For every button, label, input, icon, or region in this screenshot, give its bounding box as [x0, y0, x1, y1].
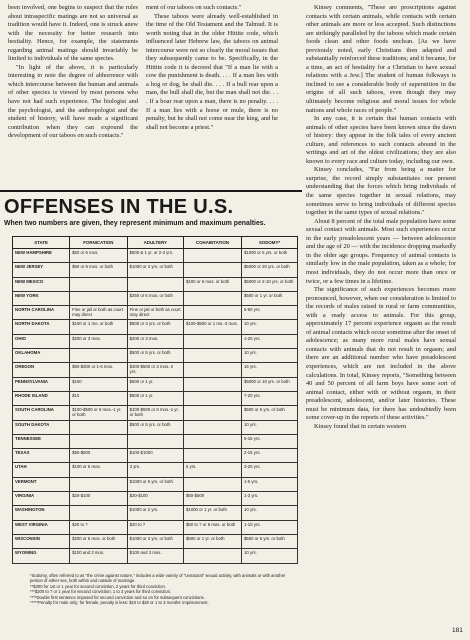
- table-body: [13, 249, 298, 564]
- table-row: [13, 434, 298, 448]
- penalty-cell: $5000 or 10 yrs. or both: [241, 377, 297, 391]
- penalty-cell: $50 or 6 mos. or both: [70, 263, 128, 277]
- penalty-cell: $500 or 1 yr. or both: [241, 291, 297, 305]
- penalty-cell: 5-60 yrs.: [241, 306, 297, 320]
- offenses-table-container: [12, 236, 298, 564]
- state-name-cell: NEW YORK: [13, 291, 70, 305]
- penalty-cell: [127, 277, 183, 291]
- penalty-cell: [184, 449, 242, 463]
- penalty-cell: [184, 363, 242, 377]
- penalty-cell: $20-$100: [127, 492, 183, 506]
- section-divider: [0, 190, 302, 192]
- penalty-cell: $20 to ?: [70, 520, 128, 534]
- penalty-cell: [184, 249, 242, 263]
- state-name-cell: SOUTH DAKOTA: [13, 420, 70, 434]
- table-row: [13, 449, 298, 463]
- penalty-cell: Fine or jail or both as court may direct: [70, 306, 128, 320]
- paragraph: ment of our taboos on such contacts.": [146, 4, 242, 11]
- penalty-cell: $1000 or 5 yrs. or both: [127, 477, 183, 491]
- page-number: 181: [452, 627, 463, 634]
- penalty-cell: $100-$500 or 6 mos.-1 yr. or both: [70, 406, 128, 420]
- penalty-cell: $500 or 1 yr.: [127, 391, 183, 405]
- footnote: *****Penalty for male only; for female, penalty is less: $10 to $30 or 1 to 3 months' imprisonment.: [30, 600, 209, 606]
- paragraph: The significance of such experiences becomes more pronounced, however, when our consideration is limited to the records of males raised in rural or farm communities, with a ready access to animals. For this group, approximately 17 percent experience orgasm as the result of animal contacts which occur sometime after the onset of adolescence; as many more rural males have sexual contacts with animals that do not result in orgasm; and there are an additional number who have preadolescent experiences, which are not included in the above calculations. In total, Kinsey reports, "Something between 40 and 50 percent of all farm boys have some sort of animal contact, either with or without orgasm, in their preadolescent, adolescent, and/or later histories. These must be minimum data, for there has undoubtedly been some cover-up in the reports of these activities.": [306, 286, 456, 422]
- state-name-cell: WISCONSIN: [13, 534, 70, 548]
- penalty-cell: 5 yrs.: [184, 463, 242, 477]
- paragraph: Kinsey found that in certain western: [314, 422, 407, 430]
- penalty-cell: $200 or 6 mos. or both: [70, 534, 128, 548]
- section-headline: OFFENSES IN THE U.S.: [4, 196, 234, 218]
- penalty-cell: 2-15 yrs.: [241, 449, 297, 463]
- penalty-cell: $100 or 6 mos. or both: [184, 277, 242, 291]
- footnote: **$300 for 1st or 1 year for second conviction; 2 years for third conviction.: [30, 583, 166, 589]
- table-row: [13, 549, 298, 563]
- paragraph: In any case, it is certain that human contacts with animals of other species have been known since the dawn of history: they appear in the folk tales of every ancient culture, and references to such contacts abound in the writings and art of the oldest civilizations; they are also known to every race and culture today, including our own.: [306, 115, 456, 165]
- state-name-cell: NORTH DAKOTA: [13, 320, 70, 334]
- penalty-cell: $100 and 3 mos.: [70, 549, 128, 563]
- table-row: [13, 520, 298, 534]
- state-name-cell: TEXAS: [13, 449, 70, 463]
- table-row: [13, 291, 298, 305]
- penalty-cell: [184, 306, 242, 320]
- state-name-cell: UTAH: [13, 463, 70, 477]
- penalty-cell: $500 or 5 yrs. or both: [127, 349, 183, 363]
- state-name-cell: WASHINGTON: [13, 506, 70, 520]
- penalty-cell: $100-$500 or 6 mos.-1 yr. or both: [127, 406, 183, 420]
- table-row: [13, 420, 298, 434]
- penalty-cell: [184, 477, 242, 491]
- penalty-cell: [184, 406, 242, 420]
- penalty-cell: [184, 377, 242, 391]
- penalty-cell: [184, 420, 242, 434]
- table-row: [13, 349, 298, 363]
- penalty-cell: $5000 or 2-10 yrs. or both: [241, 277, 297, 291]
- table-row: [13, 363, 298, 377]
- penalty-cell: [184, 434, 242, 448]
- table-row: [13, 534, 298, 548]
- penalty-cell: $1000 or 1 yr. or both: [184, 506, 242, 520]
- penalty-cell: 10 yrs.: [241, 506, 297, 520]
- paragraph: These taboos were already well-established in the time of the Old Testament and the Talmud. It is worth noting that in the older Hittite code, which influenced later Hebrew law, the taboos on animal intercourse were not so clearly the moral issues that they subsequently came to be. Specifically, in the Hittite code it is decreed that "If a man lie with a cow the punishment is death. . . . If a man lies with a hog or dog, he shall die. . . . If a bull rear upon a man, the bull shall die, but the man shall not die. . . . If a boar rear upon a man, there is no penalty. . . . If a man lies with a horse or mule, there is no penalty, but he shall not come near the king, and he shall not become a priest.": [146, 12, 278, 131]
- paragraph: Kinsey comments, "These are proscriptions against contacts with certain animals, while contacts with certain other animals are more or less accepted. Such distinctions are strikingly paralleled by the taboos which made certain foods clean and other foods unclean. [As we have previously noted, early Christians then adapted and substantially reinforced these traditions; and it became, for a time, an act of bestiality for a Christian to have sexual relations with a Jew.] The student of human folkways is inclined to see a considerable body of superstition in the origins of all such taboos, even though they may ultimately become religious and moral issues for whole nations and whole races of people.": [306, 4, 456, 114]
- penalty-cell: [184, 391, 242, 405]
- state-name-cell: OREGON: [13, 363, 70, 377]
- header-fornication: FORNICATION: [70, 237, 128, 249]
- penalty-cell: [184, 263, 242, 277]
- penalty-cell: 15 yrs.: [241, 363, 297, 377]
- penalty-cell: $500 or 3 yrs. or both: [127, 320, 183, 334]
- penalty-cell: 7-20 yrs.: [241, 391, 297, 405]
- penalty-cell: $5000 or 20 yrs. or both: [241, 263, 297, 277]
- penalty-cell: [70, 277, 128, 291]
- penalty-cell: [70, 477, 128, 491]
- table-row: [13, 492, 298, 506]
- state-name-cell: NEW JERSEY: [13, 263, 70, 277]
- table-footnotes: [30, 573, 290, 605]
- penalty-cell: $200 or 3 mos.: [70, 334, 128, 348]
- penalty-cell: $100: [70, 377, 128, 391]
- table-row: [13, 377, 298, 391]
- penalty-cell: $10: [70, 391, 128, 405]
- section-subheading: When two numbers are given, they represent minimum and maximum penalties.: [4, 220, 266, 227]
- penalty-cell: $1000 or 3 yrs. or both: [127, 263, 183, 277]
- table-row: [13, 463, 298, 477]
- table-header-row: [13, 237, 298, 249]
- header-sodomy: SODOMY*: [241, 237, 297, 249]
- header-cohabitation: COHABITATION: [184, 237, 242, 249]
- penalty-cell: [70, 291, 128, 305]
- table-row: [13, 406, 298, 420]
- penalty-cell: $50-$300 or 1-6 mos.: [70, 363, 128, 377]
- article-column-3: [306, 4, 456, 431]
- penalty-cell: [70, 349, 128, 363]
- penalty-cell: $100-$1000: [127, 449, 183, 463]
- penalty-cell: $50-$500: [184, 492, 242, 506]
- state-name-cell: RHODE ISLAND: [13, 391, 70, 405]
- penalty-cell: 1-10 yrs.: [241, 520, 297, 534]
- penalty-cell: Fine or jail or both as court may direct: [127, 306, 183, 320]
- footnote: ***$200 to 7 or 1 year for second conviction; 1 to 3 years for third conviction.: [30, 589, 172, 595]
- penalty-cell: $50 or 6 mos.: [70, 249, 128, 263]
- state-name-cell: WYOMING: [13, 549, 70, 563]
- penalty-cell: $100 or 1 mo. or both: [70, 320, 128, 334]
- penalty-cell: $1000 or 2 yrs.: [127, 506, 183, 520]
- table-row: [13, 277, 298, 291]
- footnote: ****Double first sentence imposed for second conviction and so on for subsequent convictions.: [30, 594, 205, 600]
- penalty-cell: [127, 434, 183, 448]
- offenses-table: [12, 236, 298, 564]
- penalty-cell: $100 or 6 mos.: [70, 463, 128, 477]
- penalty-cell: [184, 291, 242, 305]
- table-row: [13, 391, 298, 405]
- table-row: [13, 306, 298, 320]
- penalty-cell: $500 or 5 yrs. or both: [127, 420, 183, 434]
- header-adultery: ADULTERY: [127, 237, 183, 249]
- penalty-cell: $250 or 6 mos. or both: [127, 291, 183, 305]
- penalty-cell: 3-20 yrs.: [241, 463, 297, 477]
- penalty-cell: $200 or 3 mos.: [127, 334, 183, 348]
- state-name-cell: NEW HAMPSHIRE: [13, 249, 70, 263]
- table-row: [13, 477, 298, 491]
- article-column-2: [146, 4, 278, 132]
- penalty-cell: [184, 334, 242, 348]
- table-row: [13, 263, 298, 277]
- penalty-cell: [70, 434, 128, 448]
- penalty-cell: [184, 349, 242, 363]
- penalty-cell: 10 yrs.: [241, 420, 297, 434]
- footnote: *Sodomy, often referred to as "the crime against nature," includes a wide variety of "unnatural" sexual activity, with animals or with another person of either sex, both within and outside of marriage.: [30, 573, 286, 584]
- penalty-cell: [184, 549, 242, 563]
- penalty-cell: $50-$500: [70, 449, 128, 463]
- table-row: [13, 334, 298, 348]
- state-name-cell: OHIO: [13, 334, 70, 348]
- penalty-cell: $1000 or 3 yrs. or both: [127, 534, 183, 548]
- paragraph: been involved, one begins to suspect that the rules about intraspecific matings are not so universal as tradition would have it. Indeed, one is struck anew with the necessity for better research into bestiality. Hence, for example, the statements regarding animal matings should invariably be limited to individuals of the same species.: [8, 4, 138, 63]
- table-row: [13, 249, 298, 263]
- state-name-cell: NORTH CAROLINA: [13, 306, 70, 320]
- article-column-1: [8, 4, 138, 141]
- header-state: STATE: [13, 237, 70, 249]
- state-name-cell: TENNESSEE: [13, 434, 70, 448]
- penalty-cell: $1000 or 5 yrs. or both: [241, 249, 297, 263]
- penalty-cell: 1-5 yrs.: [241, 477, 297, 491]
- state-name-cell: SOUTH CAROLINA: [13, 406, 70, 420]
- penalty-cell: 10 yrs.: [241, 320, 297, 334]
- state-name-cell: VERMONT: [13, 477, 70, 491]
- penalty-cell: $50 to ? or 6 mos. or both: [184, 520, 242, 534]
- penalty-cell: $100-$500 or 1 mo.-3 mos.: [184, 320, 242, 334]
- state-name-cell: WEST VIRGINIA: [13, 520, 70, 534]
- penalty-cell: 1-3 yrs.: [241, 492, 297, 506]
- penalty-cell: [70, 420, 128, 434]
- penalty-cell: 3 yrs.: [127, 463, 183, 477]
- table-row: [13, 320, 298, 334]
- penalty-cell: $500 or 5 yrs. or both: [241, 406, 297, 420]
- penalty-cell: $500 or 1 yr. or both: [184, 534, 242, 548]
- penalty-cell: 10 yrs.: [241, 349, 297, 363]
- penalty-cell: 5-15 yrs.: [241, 434, 297, 448]
- paragraph: "In light of the above, it is particularly interesting to note the degree of abhorrence with which intercourse between the human and animals of other species is viewed by most persons who have not had such experience. The biologist and the psychologist, and the anthropologist and the student of history, will have made a significant contribution when they can expound the development of our taboos on such contacts.": [8, 63, 138, 140]
- penalty-cell: $20 to ?: [127, 520, 183, 534]
- penalty-cell: $100 and 3 mos.: [127, 549, 183, 563]
- penalty-cell: [70, 506, 128, 520]
- penalty-cell: $300-$500 or 3 mos.-2 yrs.: [127, 363, 183, 377]
- state-name-cell: VIRGINIA: [13, 492, 70, 506]
- state-name-cell: OKLAHOMA: [13, 349, 70, 363]
- penalty-cell: $500 or 1 yr.: [127, 377, 183, 391]
- paragraph: About 8 percent of the total male population have some sexual contact with animals. Most such experiences occur in the early preadolescent years — between adolescence and the age of 20 — with the incidence dropping markedly in the older age groups. Frequency of animal contacts is similarly low in the male population, taken as a whole; for most individuals, they do not occur more than once or twice, or a few times in a lifetime.: [306, 217, 456, 285]
- state-name-cell: NEW MEXICO: [13, 277, 70, 291]
- penalty-cell: 1-20 yrs.: [241, 334, 297, 348]
- penalty-cell: 10 yrs.: [241, 549, 297, 563]
- table-row: [13, 506, 298, 520]
- state-name-cell: PENNSYLVANIA: [13, 377, 70, 391]
- paragraph: Kinsey concludes, "Far from being a matter for surprise, the record simply substantiates our present understanding that the forces which bring individuals of the same species together in sexual relations, may sometimes serve to bring individuals of different species together in the same types of sexual relations.": [306, 166, 456, 217]
- penalty-cell: $20-$100: [70, 492, 128, 506]
- penalty-cell: $500 & 1 yr. or 2-3 yrs.: [127, 249, 183, 263]
- penalty-cell: $500 or 5 yrs. or both: [241, 534, 297, 548]
